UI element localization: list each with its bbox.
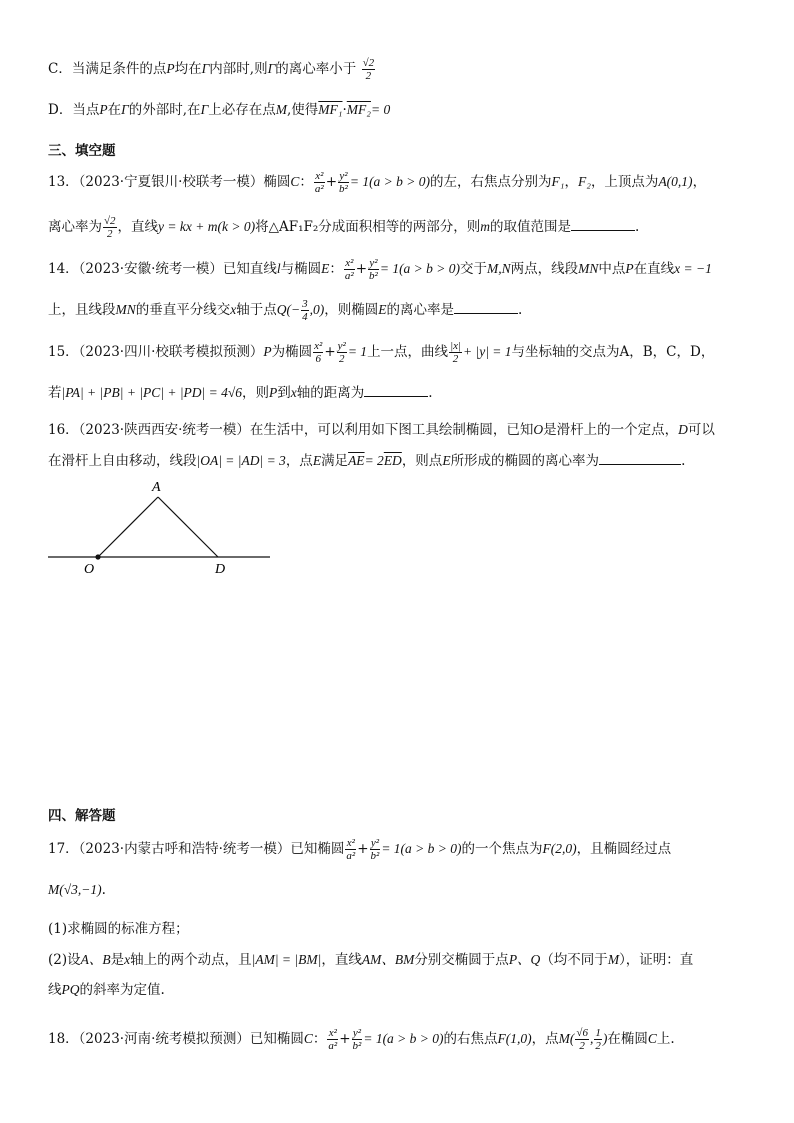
question-17-part2-line1: (2)设A、B是x轴上的两个动点，且|AM| = |BM|，直线AM、BM分别交椭圆于点P、Q（均不同于M），证明：直 [48, 952, 694, 968]
label-a: A [152, 480, 161, 495]
question-17-line2: M(√3,−1). [48, 882, 106, 898]
fixed-point-o [95, 554, 100, 559]
question-15-line2: 若|PA| + |PB| + |PC| + |PD| = 4√6，则P到x轴的距离为 . [48, 382, 754, 403]
answer-blank-15[interactable] [364, 382, 428, 397]
question-17-part1: (1)求椭圆的标准方程； [48, 921, 189, 937]
question-14-line1: 14．（2023·安徽·统考一模）已知直线l与椭圆E： $\frac{\text{x²}}{\text{a²}}$ + $\frac{\text{y²}}{\text{b²}}$ = 1(a > b > 0)交于M,N两点，线段MN中点P在直线x = −1 [48, 257, 712, 282]
section-heading-answer: 四、解答题 [48, 808, 116, 824]
question-17-line1: 17．（2023·内蒙古呼和浩特·统考一模）已知椭圆 $\frac{\text{x²}}{\text{a²}}$ + $\frac{\text{y²}}{\text{b²}}$ = 1(a > b > 0)的一个焦点为F(2,0)，且椭圆经过点 [48, 837, 672, 862]
question-16-line1: 16．（2023·陕西西安·统考一模）在生活中，可以利用如下图工具绘制椭圆，已知O是滑杆上的一个定点，D可以 [48, 422, 715, 438]
question-14-line2: 上，且线段MN的垂直平分线交x轴于点Q(− $\frac{3}{4}$ ,0)，则椭圆E的离心率是 . [48, 298, 523, 323]
fraction: $\frac{√2}{2}$ [362, 57, 375, 82]
label-d: D [215, 562, 226, 577]
question-16-line2: 在滑杆上自由移动，线段|OA| = |AD| = 3，点E满足$\overline{AE}= 2\overline{ED}$，则点E所形成的椭圆的离心率为 . [48, 450, 754, 471]
question-13-line2: 离心率为 $\frac{√2}{2}$ ，直线y = kx + m(k > 0)将△AF₁F₂分成面积相等的两部分，则m的取值范围是 . [48, 215, 640, 240]
answer-blank-14[interactable] [454, 299, 518, 314]
option-d: D．当点P在Γ的外部时,在Γ上必存在点M,使得MF₁·MF₂= 0 [48, 102, 391, 118]
label-o: O [84, 562, 95, 577]
answer-blank-13[interactable] [571, 216, 635, 231]
segment-ad [158, 497, 218, 557]
question-17-part2-line2: 线PQ的斜率为定值. [48, 982, 165, 998]
question-18: 18．（2023·河南·统考模拟预测）已知椭圆C： $\frac{\text{x²}}{\text{a²}}$ + $\frac{\text{y²}}{\text{b²}}$ = 1(a > b > 0)的右焦点F(1,0)，点M( $\frac{√6}{2}$ , $\frac{1}{2}$ )在椭圆C上. [48, 1027, 675, 1052]
option-c: C．当满足条件的点P均在Γ内部时,则Γ的离心率小于 $\frac{√2}{2}$ [48, 57, 375, 82]
question-13-line1: 13．（2023·宁夏银川·校联考一模）椭圆C： $\frac{\text{x²}}{\text{a²}}$ + $\frac{\text{y²}}{\text{b²}}$ = 1(a > b > 0)的左，右焦点分别为F₁，F₂，上顶点为A(0,1)， [48, 170, 707, 195]
question-15-line1: 15．（2023·四川·校联考模拟预测）P为椭圆 $\frac{\text{x²}}{6}$ + $\frac{\text{y²}}{2}$ = 1上一点，曲线 $\frac{|x|}{2}$ + |y| = 1与坐标轴的交点为A，B，C，D， [48, 340, 715, 365]
segment-oa [98, 497, 158, 557]
slider-figure [40, 475, 280, 580]
answer-blank-16[interactable] [599, 450, 681, 465]
section-heading-fill-in: 三、填空题 [48, 143, 116, 159]
